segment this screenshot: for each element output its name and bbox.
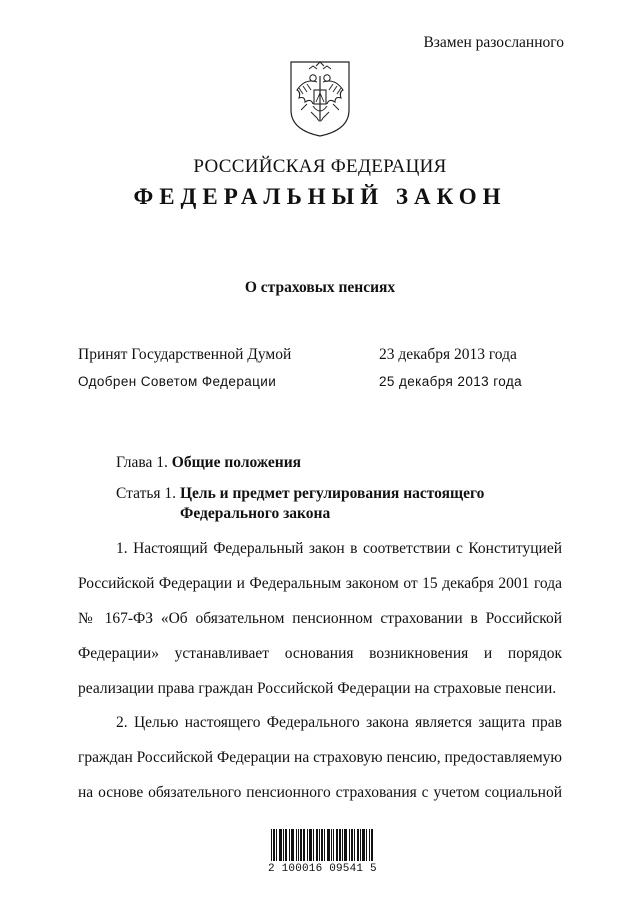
barcode-bar: [283, 829, 284, 861]
adoption-date-council: 25 декабря 2013 года: [379, 374, 523, 389]
barcode-bar: [280, 829, 281, 861]
adoption-label-duma: Принят Государственной Думой: [78, 346, 292, 363]
article-heading: [116, 485, 484, 503]
barcode-bar: [336, 829, 337, 861]
barcode-bar: [301, 829, 302, 861]
barcode-bar: [307, 829, 308, 861]
barcode-bar: [339, 829, 340, 861]
barcode-bar: [340, 829, 341, 861]
barcode-bar: [281, 829, 282, 861]
barcode-bar: [273, 829, 274, 861]
adoption-label-council: Одобрен Советом Федерации: [78, 374, 277, 389]
barcode-bar: [327, 829, 328, 861]
barcode-bar: [276, 829, 277, 861]
barcode-bar: [309, 829, 310, 861]
barcode-bar: [346, 829, 347, 861]
barcode-bar: [351, 829, 352, 861]
barcode-bar: [354, 829, 355, 861]
barcode-bar: [292, 829, 293, 861]
barcode-bar: [324, 829, 325, 861]
barcode-bar: [304, 829, 305, 861]
barcode-bar: [303, 829, 304, 861]
barcode-bar: [279, 829, 280, 861]
body-line: 1. Настоящий Федеральный закон в соответствии с Конституцией: [116, 540, 562, 557]
barcode-bar: [328, 829, 329, 861]
barcode-bar: [349, 829, 350, 861]
barcode-number: 2 100016 09541 5: [268, 863, 377, 875]
body-line: Российской Федерации и Федеральным законом от 15 декабря 2001 года: [78, 575, 562, 592]
barcode-bar: [316, 829, 317, 861]
barcode-bar: [319, 829, 320, 861]
article-prefix: Статья 1.: [116, 485, 177, 502]
barcode-bar: [331, 829, 332, 861]
body-line: на основе обязательного пенсионного страхования с учетом социальной: [78, 784, 562, 801]
article-title-line2: Федерального закона: [180, 505, 331, 522]
barcode-bar: [363, 829, 364, 861]
barcode-bar: [296, 829, 297, 861]
barcode-bar: [345, 829, 346, 861]
barcode-bar: [358, 829, 359, 861]
barcode-bar: [317, 829, 318, 861]
barcode-bar: [289, 829, 290, 861]
adoption-date-duma: 23 декабря 2013 года: [379, 346, 517, 363]
barcode-bar: [371, 829, 372, 861]
chapter-prefix: Глава 1.: [116, 454, 168, 471]
barcode-bar: [311, 829, 312, 861]
barcode-bar: [333, 829, 334, 861]
barcode-bar: [313, 829, 314, 861]
barcode-bar: [321, 829, 322, 861]
article-title-line1: Цель и предмет регулирования настоящего: [179, 485, 485, 502]
barcode-bar: [366, 829, 367, 861]
barcode-bar: [360, 829, 361, 861]
barcode-bar: [372, 829, 373, 861]
barcode-bar: [342, 829, 343, 861]
barcode-bar: [357, 829, 358, 861]
body-line: № 167-ФЗ «Об обязательном пенсионном страховании в Российской: [78, 610, 562, 627]
barcode-bar: [293, 829, 294, 861]
body-line: реализации права граждан Российской Федерации на страховые пенсии.: [78, 680, 557, 697]
barcode-bar: [369, 829, 370, 861]
body-line: 2. Целью настоящего Федерального закона является защита прав: [116, 714, 562, 731]
barcode: [271, 825, 373, 861]
barcode-bar: [310, 829, 311, 861]
chapter-heading: [116, 454, 301, 472]
barcode-bar: [344, 829, 345, 861]
barcode-bar: [337, 829, 338, 861]
barcode-bar: [298, 829, 299, 861]
replacement-stamp: Взамен разосланного: [423, 34, 564, 51]
barcode-bar: [322, 829, 323, 861]
barcode-bar: [300, 829, 301, 861]
chapter-title: Общие положения: [171, 454, 302, 471]
barcode-bar: [329, 829, 330, 861]
barcode-bar: [291, 829, 292, 861]
document-type-heading: ФЕДЕРАЛЬНЫЙ ЗАКОН: [133, 184, 507, 209]
body-line: Федерации» устанавливает основания возникновения и порядок: [78, 645, 562, 662]
barcode-bar: [271, 829, 272, 861]
law-title: О страховых пенсиях: [244, 279, 396, 296]
barcode-bar: [286, 829, 287, 861]
barcode-bar: [285, 829, 286, 861]
barcode-bar: [352, 829, 353, 861]
barcode-bar: [362, 829, 363, 861]
state-emblem-icon: [287, 60, 353, 138]
barcode-bar: [364, 829, 365, 861]
barcode-bar: [274, 829, 275, 861]
body-line: граждан Российской Федерации на страховую пенсию, предоставляемую: [78, 749, 562, 766]
country-heading: РОССИЙСКАЯ ФЕДЕРАЦИЯ: [193, 156, 447, 177]
